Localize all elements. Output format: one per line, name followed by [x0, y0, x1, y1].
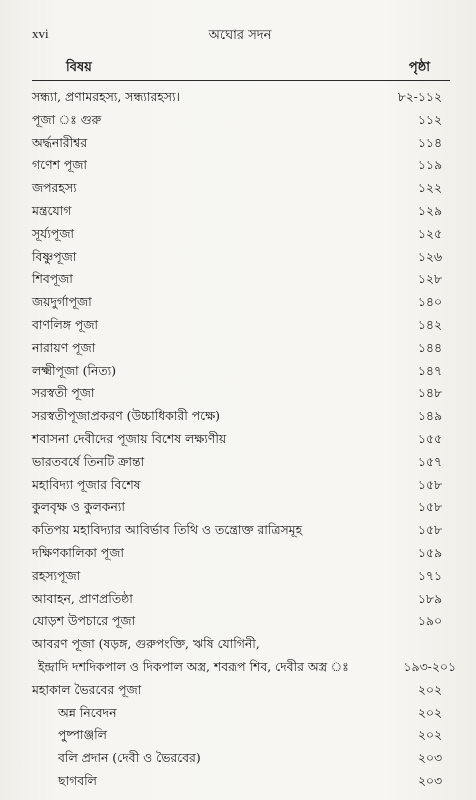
toc-entry [32, 246, 456, 269]
toc-entry [32, 132, 456, 155]
toc-entry [32, 405, 456, 428]
toc-entry-title: গণেশ পূজা [32, 157, 87, 173]
toc-entry [32, 451, 456, 474]
toc-entry-title: অন্ন নিবেদন [58, 704, 117, 720]
toc-entry [32, 496, 456, 519]
toc-entry-title: নারায়ণ পূজা [32, 339, 96, 355]
toc-entry [32, 588, 456, 611]
toc-entry [32, 314, 456, 337]
toc-entry-page: ১৯০ [417, 613, 442, 629]
toc-entry [32, 770, 456, 793]
toc-entry-title: জয়দুর্গাপূজা [32, 294, 92, 310]
toc-entry-page: ১১৯ [417, 157, 442, 173]
toc-entry [32, 747, 456, 770]
toc-entry-title: কতিপয় মহাবিদ্যার আবির্ভাব তিথি ও তন্ত্রোক্ত রাত্রিসমূহ [32, 522, 303, 538]
toc-entry-page: ১৪৮ [417, 385, 442, 401]
toc-entry [32, 519, 456, 542]
toc-column-headings [32, 58, 448, 80]
toc-entry-title: বলি প্রদান (দেবী ও ভৈরবের) [58, 750, 201, 766]
toc-entry-page: ১২২ [417, 180, 442, 196]
toc-entry-page: ১৫৮ [417, 499, 442, 515]
toc-entry-page: ১৪০ [417, 294, 442, 310]
toc-entry-page: ৮২-১১২ [397, 89, 442, 104]
toc-entry-page: ১৭১ [417, 567, 442, 583]
toc-entry-title: সরস্বতী পূজা [32, 385, 95, 401]
toc-entry-page: ১২৫ [417, 225, 442, 241]
toc-entry-title: আবাহন, প্রাণপ্রতিষ্ঠা [32, 590, 133, 606]
toc-entry [32, 109, 456, 132]
toc-entry [32, 86, 456, 109]
toc-entry [32, 382, 456, 405]
toc-entry [32, 268, 456, 291]
subject-column-heading: বিষয় [66, 60, 92, 75]
toc-entry-title: শিবপূজা [32, 271, 73, 287]
toc-entry [32, 656, 456, 679]
toc-entry-title: সন্ধ্যা, প্রণামরহস্য, সন্ধ্যারহস্য। [32, 89, 180, 104]
toc-entry-page: ২০২ [417, 681, 442, 697]
toc-entry-title: পূজা ঃ গুরু [32, 111, 102, 127]
page-column-heading: পৃষ্ঠা [408, 60, 430, 75]
toc-entry [32, 724, 456, 747]
toc-entry [32, 565, 456, 588]
toc-entry-page: ১২৮ [417, 271, 442, 287]
toc-entry-page: ১৯৩-২০১ [403, 658, 456, 674]
toc-entry [32, 291, 456, 314]
toc-entry [32, 223, 456, 246]
toc-entry-page: ১২৬ [417, 248, 442, 264]
toc-entry-title: সরস্বতীপূজাপ্রকরণ (উচ্চাধিকারী পক্ষে) [32, 408, 220, 424]
toc-entry-title: অর্দ্ধনারীশ্বর [32, 134, 88, 150]
toc-entry-page: ১৪৪ [417, 339, 442, 355]
toc-entry [32, 679, 456, 702]
page-number: xvi [32, 26, 49, 41]
toc-entry [32, 177, 456, 200]
running-title: অঘোর সদন [208, 28, 272, 43]
toc-entry [32, 633, 456, 656]
toc-entry-page: ১৮৯ [417, 590, 442, 606]
toc-entry-title: শবাসনা দেবীদের পূজায় বিশেষ লক্ষ্যণীয় [32, 430, 227, 446]
heading-rule [32, 80, 450, 81]
toc-entry-page: ২০২ [417, 704, 442, 720]
toc-entry-page: ১৫৭ [417, 453, 442, 469]
toc-entry [32, 474, 456, 497]
toc-entry-page: ২০৩ [417, 772, 442, 788]
toc-entry-page: ১৫৮ [417, 476, 442, 492]
toc-entry-page: ১২৯ [417, 202, 442, 218]
toc-entry-page: ১৫৮ [417, 522, 442, 538]
toc-entry-title: সূর্য্যপূজা [32, 225, 75, 241]
toc-entry-title: ইন্দ্রাদি দশদিকপাল ও দিকপাল অস্ত্র, শবরূপ শিব, দেবীর অস্ত্র ঃ [38, 658, 349, 674]
toc-entry-title: কুলবৃক্ষ ও কুলকন্যা [32, 499, 125, 515]
toc-entry-title: ভারতবর্ষে তিনটি ক্রান্তা [32, 453, 145, 469]
toc-entry [32, 337, 456, 360]
toc-entry-page: ১৪৯ [417, 408, 442, 424]
toc-entry-title: বিষ্ণুপূজা [32, 248, 77, 264]
toc-entry-title: মন্ত্রযোগ [32, 202, 72, 218]
toc-entry-page: ১৪৭ [417, 362, 442, 378]
toc-entry [32, 428, 456, 451]
table-of-contents [32, 86, 456, 793]
toc-entry-title: জপরহস্য [32, 180, 77, 196]
toc-entry-page: ১৫৯ [417, 544, 442, 560]
toc-entry-title: আবরণ পূজা (ষড়ঙ্গ, গুরুপংক্তি, ঋষি যোগিনী, [32, 636, 260, 652]
toc-entry-title: পুষ্পাঞ্জলি [58, 727, 107, 743]
toc-entry-page: ১১২ [417, 111, 442, 127]
toc-entry-title: রহস্যপূজা [32, 567, 81, 583]
toc-entry [32, 702, 456, 725]
toc-entry-title: ছাগবলি [58, 772, 97, 788]
toc-entry-page: ১৪২ [417, 316, 442, 332]
toc-entry-page: ২০৩ [417, 750, 442, 766]
toc-entry-title: মহাবিদ্যা পূজার বিশেষ [32, 476, 141, 492]
toc-entry [32, 200, 456, 223]
toc-entry-title: যোড়শ উপচারে পূজা [32, 613, 136, 629]
toc-entry-title: বাণলিঙ্গ পূজা [32, 316, 99, 332]
toc-entry [32, 360, 456, 383]
toc-entry-page: ১৫৫ [417, 430, 442, 446]
page-header [32, 26, 448, 46]
toc-entry-page: ১১৪ [417, 134, 442, 150]
toc-entry-title: মহাকাল ভৈরবের পূজা [32, 681, 142, 697]
toc-entry-page: ২০২ [417, 727, 442, 743]
toc-entry [32, 542, 456, 565]
toc-entry [32, 610, 456, 633]
toc-entry-title: দক্ষিণকালিকা পূজা [32, 544, 124, 560]
toc-entry-title: লক্ষ্মীপূজা (নিত্য) [32, 362, 117, 378]
toc-entry [32, 154, 456, 177]
